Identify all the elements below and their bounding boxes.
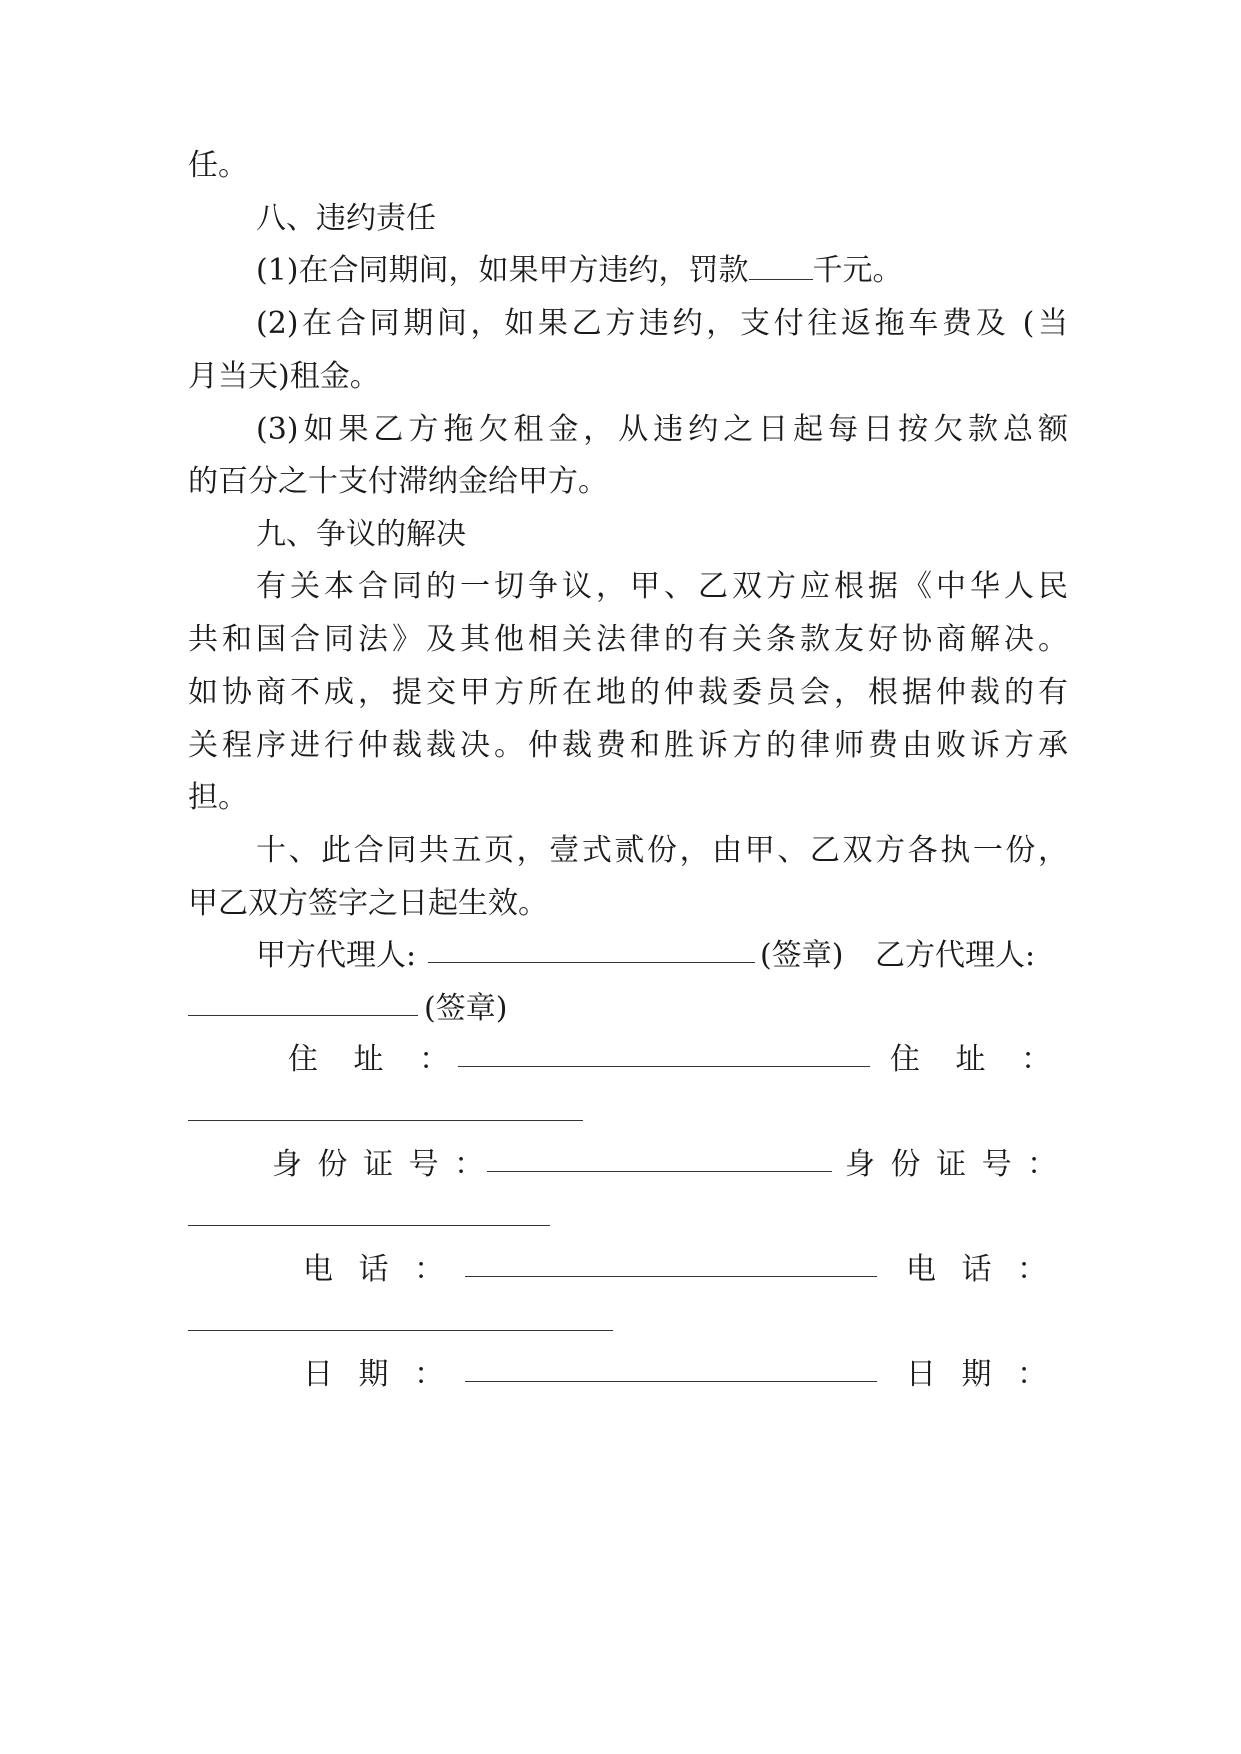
- section-9-line-2: 共和国合同法》及其他相关法律的有关条款友好协商解决。: [188, 622, 1068, 657]
- section-9-heading: 九、争议的解决: [256, 517, 466, 552]
- party-b-date-label: 日 期 ：: [906, 1357, 1048, 1392]
- party-b-agent-label: 乙方代理人:: [875, 938, 1036, 973]
- party-a-agent-label: 甲方代理人:: [256, 938, 417, 973]
- party-a-phone-label: 电 话 ：: [303, 1252, 445, 1287]
- section-9-line-5: 担。: [188, 780, 248, 815]
- clause-8-1: [256, 251, 1068, 291]
- party-b-seal-label: (签章): [424, 991, 508, 1026]
- section-9-line-3: 如协商不成，提交甲方所在地的仲裁委员会，根据仲裁的有: [188, 675, 1068, 710]
- section-9-line-1: 有关本合同的一切争议，甲、乙双方应根据《中华人民: [256, 569, 1068, 604]
- party-b-id-label: 身 份 证 号 ：: [845, 1147, 1058, 1182]
- party-a-address-label: 住 址 ：: [288, 1042, 450, 1077]
- section-10-line-1: 十、此合同共五页，壹式贰份，由甲、乙双方各执一份，: [256, 833, 1068, 868]
- section-10-line-2: 甲乙双方签字之日起生效。: [188, 886, 548, 921]
- party-b-phone-line: [188, 1330, 613, 1331]
- clause-8-1-text: (1)在合同期间，如果甲方违约，罚款: [256, 253, 749, 288]
- party-a-id-line: [487, 1171, 832, 1172]
- clause-8-3-line-2: 的百分之十支付滞纳金给甲方。: [188, 464, 608, 499]
- party-b-id-line: [188, 1225, 550, 1226]
- party-a-id-label: 身 份 证 号 ：: [272, 1147, 485, 1182]
- party-b-address-line: [188, 1120, 583, 1121]
- party-a-seal-label: (签章): [760, 938, 844, 973]
- clause-8-1-unit: 千元。: [812, 253, 903, 288]
- section-8-heading: 八、违约责任: [256, 201, 436, 236]
- party-a-signature-line: [428, 962, 755, 963]
- party-b-signature-line: [188, 1015, 418, 1016]
- party-a-date-label: 日 期 ：: [303, 1357, 445, 1392]
- paragraph-continuation: 任。: [188, 148, 248, 183]
- party-a-date-line: [465, 1381, 877, 1382]
- clause-8-3-line-1: (3)如果乙方拖欠租金，从违约之日起每日按欠款总额: [256, 412, 1068, 447]
- party-b-address-label: 住 址 ：: [890, 1042, 1052, 1077]
- clause-8-2-line-2: 月当天)租金。: [188, 359, 380, 394]
- penalty-amount-blank: [749, 253, 813, 280]
- party-a-address-line: [458, 1066, 870, 1067]
- party-a-phone-line: [465, 1276, 877, 1277]
- section-9-line-4: 关程序进行仲裁裁决。仲裁费和胜诉方的律师费由败诉方承: [188, 728, 1068, 763]
- party-b-phone-label: 电 话 ：: [906, 1252, 1048, 1287]
- clause-8-2-line-1: (2)在合同期间，如果乙方违约，支付往返拖车费及 (当: [256, 306, 1068, 341]
